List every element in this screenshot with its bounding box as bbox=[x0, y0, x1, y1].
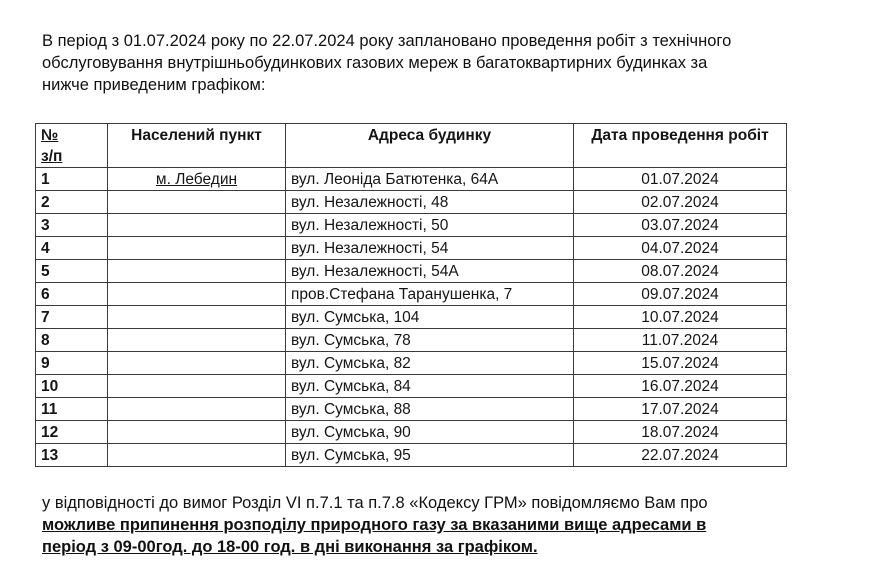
row-address-text: вул. Незалежності, 54А bbox=[291, 262, 459, 280]
intro-line-1: В період з 01.07.2024 року по 22.07.2024 року заплановано проведення робіт з технічного bbox=[42, 32, 732, 50]
row-number bbox=[36, 237, 108, 260]
row-number bbox=[36, 283, 108, 306]
row-number-text: 6 bbox=[41, 285, 50, 303]
row-date bbox=[574, 444, 787, 467]
row-city bbox=[108, 421, 286, 444]
row-city bbox=[108, 168, 286, 191]
intro-line-3: нижче приведеним графіком: bbox=[42, 76, 266, 94]
row-date-text: 09.07.2024 bbox=[641, 285, 719, 303]
header-number-abbrev: з/п bbox=[41, 148, 63, 165]
row-number bbox=[36, 191, 108, 214]
table-row bbox=[36, 283, 787, 306]
row-date-text: 08.07.2024 bbox=[641, 262, 719, 280]
row-address bbox=[286, 260, 574, 283]
row-date-text: 03.07.2024 bbox=[641, 216, 719, 234]
table-row bbox=[36, 352, 787, 375]
warning-line-1: можливе припинення розподілу природного газу за вказаними вище адресами в bbox=[42, 516, 707, 534]
row-date bbox=[574, 329, 787, 352]
row-number bbox=[36, 260, 108, 283]
row-city bbox=[108, 444, 286, 467]
header-address: Адреса будинку bbox=[286, 124, 574, 168]
row-date-text: 01.07.2024 bbox=[641, 170, 719, 188]
row-city bbox=[108, 237, 286, 260]
row-city bbox=[108, 260, 286, 283]
row-number bbox=[36, 352, 108, 375]
table-row bbox=[36, 329, 787, 352]
row-date-text: 15.07.2024 bbox=[641, 354, 719, 372]
header-city: Населений пункт bbox=[108, 124, 286, 168]
row-address bbox=[286, 352, 574, 375]
row-city bbox=[108, 375, 286, 398]
row-number-text: 10 bbox=[41, 377, 59, 395]
row-date-text: 17.07.2024 bbox=[641, 400, 719, 418]
row-date-text: 22.07.2024 bbox=[641, 446, 719, 464]
row-address-text: вул. Сумська, 84 bbox=[291, 377, 411, 395]
table-row bbox=[36, 191, 787, 214]
row-address bbox=[286, 306, 574, 329]
row-number-text: 1 bbox=[41, 170, 50, 188]
row-date-text: 16.07.2024 bbox=[641, 377, 719, 395]
row-date bbox=[574, 375, 787, 398]
row-number-text: 11 bbox=[41, 400, 58, 418]
row-date bbox=[574, 260, 787, 283]
row-date bbox=[574, 398, 787, 421]
row-number bbox=[36, 375, 108, 398]
row-address-text: вул. Леоніда Батютенка, 64А bbox=[291, 170, 499, 188]
row-address-text: вул. Сумська, 82 bbox=[291, 354, 411, 372]
row-date-text: 04.07.2024 bbox=[641, 239, 719, 257]
table-header-row bbox=[36, 124, 787, 168]
row-address-text: вул. Сумська, 88 bbox=[291, 400, 411, 418]
row-city bbox=[108, 398, 286, 421]
outro-line-1: у відповідності до вимог Розділ VI п.7.1 та п.7.8 «Кодексу ГРМ» повідомляємо Вам про bbox=[42, 494, 708, 512]
table-row bbox=[36, 444, 787, 467]
maintenance-schedule-table bbox=[35, 123, 787, 467]
row-city-text: м. Лебедин bbox=[155, 170, 238, 188]
row-address bbox=[286, 283, 574, 306]
row-address-text: вул. Сумська, 104 bbox=[291, 308, 420, 326]
row-number bbox=[36, 444, 108, 467]
intro-line-2: обслуговування внутрішньобудинкових газових мереж в багатоквартирних будинках за bbox=[42, 54, 708, 72]
row-date-text: 10.07.2024 bbox=[641, 308, 719, 326]
row-number-text: 13 bbox=[41, 446, 59, 464]
table-row bbox=[36, 168, 787, 191]
table-row bbox=[36, 375, 787, 398]
row-number-text: 9 bbox=[41, 354, 50, 372]
row-date bbox=[574, 421, 787, 444]
row-number-text: 4 bbox=[41, 239, 50, 257]
row-date-text: 02.07.2024 bbox=[641, 193, 719, 211]
row-date bbox=[574, 214, 787, 237]
row-number-text: 5 bbox=[41, 262, 50, 280]
row-number-text: 3 bbox=[41, 216, 50, 234]
table-body bbox=[36, 168, 787, 467]
row-number-text: 8 bbox=[41, 331, 50, 349]
row-address bbox=[286, 329, 574, 352]
row-date bbox=[574, 237, 787, 260]
table-row bbox=[36, 421, 787, 444]
row-address-text: пров.Стефана Таранушенка, 7 bbox=[291, 285, 513, 303]
row-date-text: 11.07.2024 bbox=[641, 331, 719, 349]
row-number bbox=[36, 329, 108, 352]
row-address bbox=[286, 191, 574, 214]
row-address-text: вул. Сумська, 78 bbox=[291, 331, 411, 349]
row-address-text: вул. Незалежності, 48 bbox=[291, 193, 449, 211]
table-row bbox=[36, 214, 787, 237]
row-address bbox=[286, 444, 574, 467]
row-city bbox=[108, 306, 286, 329]
row-city bbox=[108, 329, 286, 352]
table-row bbox=[36, 237, 787, 260]
row-number-text: 12 bbox=[41, 423, 59, 441]
row-number bbox=[36, 214, 108, 237]
row-address-text: вул. Сумська, 90 bbox=[291, 423, 411, 441]
row-address bbox=[286, 168, 574, 191]
header-number bbox=[36, 124, 108, 168]
row-date bbox=[574, 283, 787, 306]
row-date bbox=[574, 191, 787, 214]
row-number bbox=[36, 398, 108, 421]
row-date bbox=[574, 168, 787, 191]
warning-line-2: період з 09-00год. до 18-00 год. в дні виконання за графіком. bbox=[42, 538, 538, 556]
header-date: Дата проведення робіт bbox=[574, 124, 787, 168]
outro-paragraph bbox=[42, 492, 842, 558]
row-number-text: 2 bbox=[41, 193, 50, 211]
row-city bbox=[108, 352, 286, 375]
row-address bbox=[286, 237, 574, 260]
table-row bbox=[36, 306, 787, 329]
row-address-text: вул. Незалежності, 54 bbox=[291, 239, 449, 257]
row-date bbox=[574, 306, 787, 329]
row-number-text: 7 bbox=[41, 308, 50, 326]
header-number-symbol: № bbox=[41, 127, 59, 144]
row-address bbox=[286, 421, 574, 444]
row-number bbox=[36, 168, 108, 191]
row-city bbox=[108, 191, 286, 214]
row-date-text: 18.07.2024 bbox=[641, 423, 719, 441]
row-city bbox=[108, 283, 286, 306]
table-row bbox=[36, 260, 787, 283]
row-city bbox=[108, 214, 286, 237]
row-number bbox=[36, 306, 108, 329]
row-address bbox=[286, 214, 574, 237]
table-row bbox=[36, 398, 787, 421]
row-address-text: вул. Незалежності, 50 bbox=[291, 216, 449, 234]
row-date bbox=[574, 352, 787, 375]
row-number bbox=[36, 421, 108, 444]
intro-paragraph bbox=[42, 30, 832, 96]
row-address-text: вул. Сумська, 95 bbox=[291, 446, 411, 464]
row-address bbox=[286, 398, 574, 421]
row-address bbox=[286, 375, 574, 398]
